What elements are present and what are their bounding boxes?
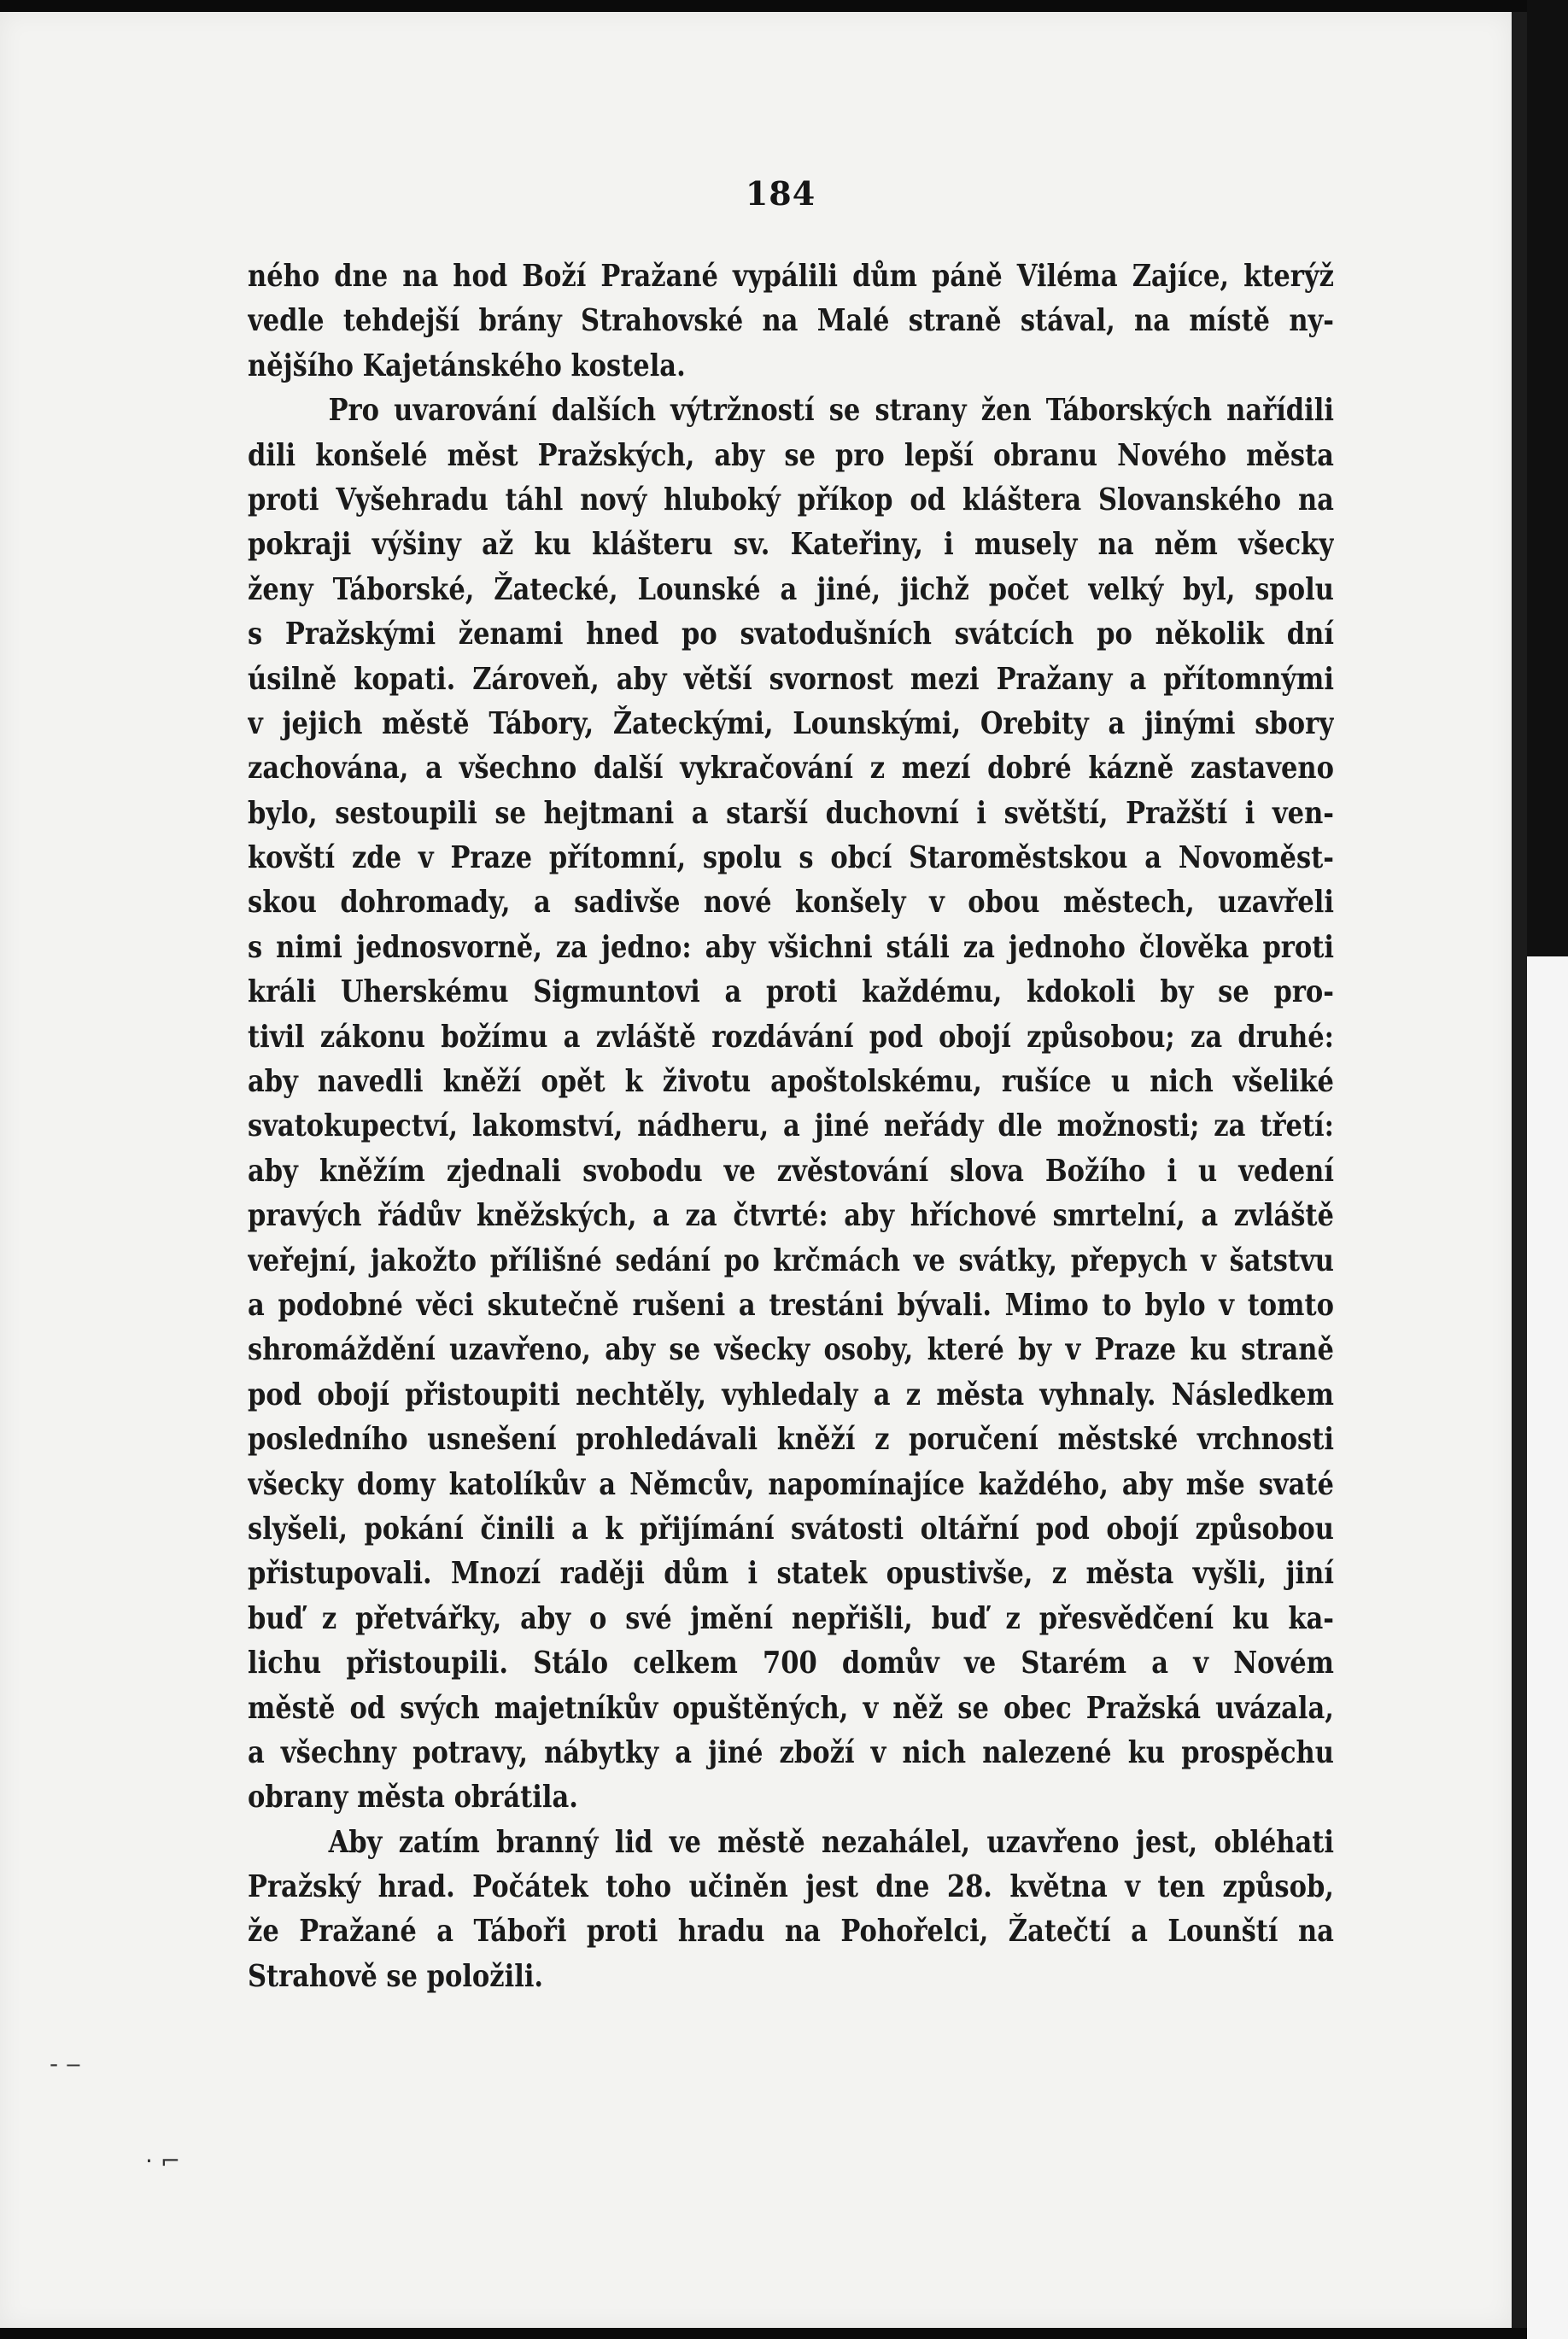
text-line: v jejich městě Tábory, Žateckými, Lounskými, Orebity a jinými sbory bbox=[248, 705, 1334, 741]
text-line: posledního usnešení prohledávali kněží z poručení městské vrchnosti bbox=[248, 1422, 1334, 1458]
text-line: že Pražané a Táboři proti hradu na Pohořelci, Žatečtí a Lounští na bbox=[248, 1914, 1334, 1950]
text-line: ného dne na hod Boží Pražané vypálili dům páně Viléma Zajíce, kterýž bbox=[248, 259, 1334, 294]
right-margin-dark-band bbox=[1527, 0, 1568, 956]
text-line: obrany města obrátila. bbox=[248, 1780, 578, 1816]
text-line: tivil zákonu božímu a zvláště rozdávání pod obojí způsobou; za druhé: bbox=[248, 1019, 1334, 1055]
text-line: svatokupectví, lakomství, nádheru, a jiné neřády dle možnosti; za třetí: bbox=[248, 1108, 1334, 1144]
text-line: ženy Táborské, Žatecké, Lounské a jiné, jichž počet velký byl, spolu bbox=[248, 571, 1334, 607]
page-number: 184 bbox=[745, 174, 816, 213]
text-line: Pražský hrad. Počátek toho učiněn jest dne 28. května v ten způsob, bbox=[248, 1869, 1334, 1905]
text-line: městě od svých majetníkův opuštěných, v něž se obec Pražská uvázala, bbox=[248, 1690, 1334, 1726]
margin-speck: · ⌐ bbox=[145, 2147, 181, 2175]
text-line: slyšeli, pokání činili a k přijímání svátosti oltářní pod obojí způsobou bbox=[248, 1511, 1334, 1547]
text-line: králi Uherskému Sigmuntovi a proti každému, kdokoli by se pro- bbox=[248, 974, 1334, 1010]
text-line: veřejní, jakožto přílišné sedání po krčmách ve svátky, přepych v šatstvu bbox=[248, 1243, 1334, 1278]
text-line: vedle tehdejší brány Strahovské na Malé straně stával, na místě ny- bbox=[248, 303, 1334, 339]
text-line: dili konšelé měst Pražských, aby se pro lepší obranu Nového města bbox=[248, 437, 1334, 473]
text-line: shromáždění uzavřeno, aby se všecky osoby, které by v Praze ku straně bbox=[248, 1332, 1334, 1368]
page-edge-shadow bbox=[1512, 12, 1527, 2328]
text-line: s Pražskými ženami hned po svatodušních svátcích po několik dní bbox=[248, 617, 1334, 652]
text-line: Aby zatím branný lid ve městě nezahálel, uzavřeno jest, obléhati bbox=[328, 1824, 1334, 1860]
margin-speck: - ‒ bbox=[50, 2050, 81, 2078]
text-line: kovští zde v Praze přítomní, spolu s obcí Staroměstskou a Novoměst- bbox=[248, 840, 1334, 876]
text-line: pod obojí přistoupiti nechtěly, vyhledaly a z města vyhnaly. Následkem bbox=[248, 1377, 1334, 1412]
text-line: buď z přetvářky, aby o své jmění nepřišli, buď z přesvědčení ku ka- bbox=[248, 1600, 1334, 1636]
text-line: úsilně kopati. Zároveň, aby větší svornost mezi Pražany a přítomnými bbox=[248, 661, 1334, 697]
text-line: s nimi jednosvorně, za jedno: aby všichni stáli za jednoho člověka proti bbox=[248, 929, 1334, 965]
text-line: aby kněžím zjednali svobodu ve zvěstování slova Božího i u vedení bbox=[248, 1153, 1334, 1189]
text-line: bylo, sestoupili se hejtmani a starší duchovní i světští, Pražští i ven- bbox=[248, 795, 1334, 831]
text-line: pokraji výšiny až ku klášteru sv. Kateřiny, i musely na něm všecky bbox=[248, 527, 1334, 563]
text-line: skou dohromady, a sadivše nové konšely v obou městech, uzavřeli bbox=[248, 885, 1334, 921]
text-line: Pro uvarování dalších výtržností se strany žen Táborských nařídili bbox=[328, 393, 1334, 429]
text-line: proti Vyšehradu táhl nový hluboký příkop od kláštera Slovanského na bbox=[248, 482, 1334, 518]
text-line: a podobné věci skutečně rušeni a trestáni bývali. Mimo to bylo v tomto bbox=[248, 1287, 1334, 1323]
text-line: nějšího Kajetánského kostela. bbox=[248, 348, 686, 383]
body-text bbox=[248, 254, 1334, 1999]
text-line: a všechny potravy, nábytky a jiné zboží v nich nalezené ku prospěchu bbox=[248, 1734, 1334, 1770]
text-line: přistupovali. Mnozí raději dům i statek opustivše, z města vyšli, jiní bbox=[248, 1556, 1334, 1592]
text-line: lichu přistoupili. Stálo celkem 700 domův ve Starém a v Novém bbox=[248, 1646, 1334, 1681]
text-line: zachována, a všechno další vykračování z mezí dobré kázně zastaveno bbox=[248, 751, 1334, 786]
text-line: pravých řádův kněžských, a za čtvrté: aby hříchové smrtelní, a zvláště bbox=[248, 1198, 1334, 1234]
text-line: aby navedli kněží opět k životu apoštolskému, rušíce u nich všeliké bbox=[248, 1064, 1334, 1100]
text-line: Strahově se položili. bbox=[248, 1958, 544, 1994]
text-line: všecky domy katolíkův a Němcův, napomínajíce každého, aby mše svaté bbox=[248, 1466, 1334, 1502]
